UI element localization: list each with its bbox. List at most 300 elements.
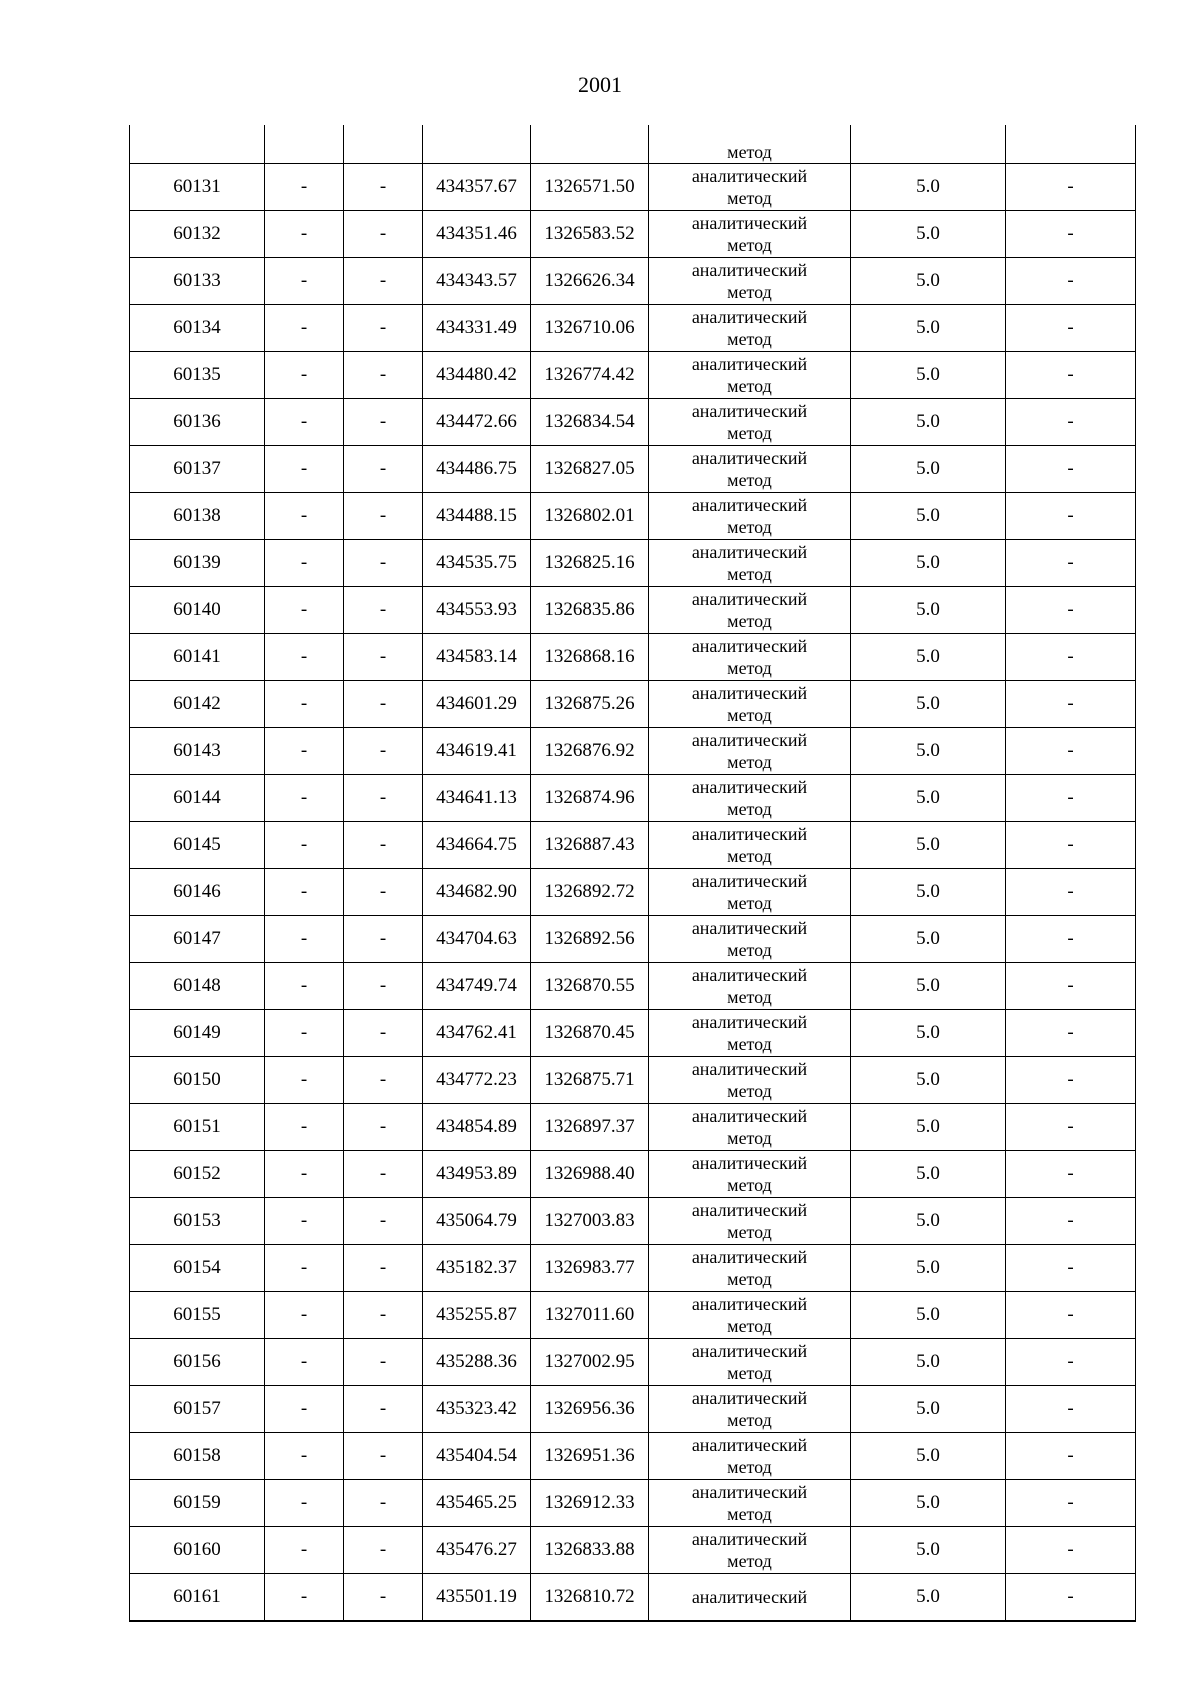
note-cell: - (1006, 1245, 1136, 1292)
point-number-cell: 60151 (130, 1104, 265, 1151)
method-cell (649, 493, 851, 540)
method-line-1: аналитический (691, 1247, 808, 1267)
coordinate-y-cell: 1326870.55 (531, 963, 649, 1010)
empty-value-cell: - (265, 1198, 344, 1245)
coordinate-x-cell: 434472.66 (423, 399, 531, 446)
empty-value-cell: - (344, 1480, 423, 1527)
empty-value-cell: - (344, 1574, 423, 1622)
table-row (130, 399, 1136, 446)
table-row (130, 916, 1136, 963)
method-line-1: аналитический (691, 1106, 808, 1126)
point-number-cell: 60131 (130, 164, 265, 211)
empty-value-cell: - (344, 1010, 423, 1057)
point-number-cell: 60160 (130, 1527, 265, 1574)
empty-value-cell: - (265, 1386, 344, 1433)
method-line-1: аналитический (691, 307, 808, 327)
empty-value-cell: - (344, 587, 423, 634)
coordinate-x-cell: 434480.42 (423, 352, 531, 399)
coordinate-y-cell: 1326988.40 (531, 1151, 649, 1198)
method-line-2: метод (727, 705, 772, 725)
method-line-2: метод (727, 611, 772, 631)
table-row (130, 1198, 1136, 1245)
coordinate-y-cell: 1326825.16 (531, 540, 649, 587)
method-cell (649, 916, 851, 963)
empty-value-cell: - (344, 634, 423, 681)
accuracy-cell: 5.0 (851, 1151, 1006, 1198)
empty-value-cell: - (265, 446, 344, 493)
table-row (130, 446, 1136, 493)
method-line-2: метод (727, 1363, 772, 1383)
accuracy-cell: 5.0 (851, 1292, 1006, 1339)
accuracy-cell: 5.0 (851, 1010, 1006, 1057)
coordinate-y-cell: 1326875.26 (531, 681, 649, 728)
accuracy-cell: 5.0 (851, 1480, 1006, 1527)
table-row (130, 681, 1136, 728)
method-line-2: метод (727, 1081, 772, 1101)
empty-value-cell: - (265, 728, 344, 775)
method-line-1: аналитический (691, 683, 808, 703)
table-row (130, 963, 1136, 1010)
method-line-2: метод (727, 1504, 772, 1524)
note-cell: - (1006, 822, 1136, 869)
empty-value-cell: - (344, 869, 423, 916)
empty-value-cell: - (265, 1010, 344, 1057)
coordinate-y-cell: 1326868.16 (531, 634, 649, 681)
empty-value-cell: - (344, 1527, 423, 1574)
method-cell (649, 1245, 851, 1292)
coordinate-y-cell: 1326774.42 (531, 352, 649, 399)
note-cell: - (1006, 587, 1136, 634)
coordinate-x-cell: 435288.36 (423, 1339, 531, 1386)
accuracy-cell: 5.0 (851, 446, 1006, 493)
method-cell (649, 1198, 851, 1245)
empty-value-cell: - (344, 258, 423, 305)
table-row (130, 352, 1136, 399)
coordinate-y-cell: 1326827.05 (531, 446, 649, 493)
coordinate-y-cell: 1327002.95 (531, 1339, 649, 1386)
method-line-1: аналитический (691, 213, 808, 233)
method-cell (649, 681, 851, 728)
point-number-cell: 60154 (130, 1245, 265, 1292)
coordinate-x-cell: 434641.13 (423, 775, 531, 822)
method-line-1: аналитический (691, 918, 808, 938)
empty-value-cell: - (265, 916, 344, 963)
point-number-cell: 60155 (130, 1292, 265, 1339)
table-row (130, 1245, 1136, 1292)
empty-value-cell: - (265, 1104, 344, 1151)
point-number-cell: 60140 (130, 587, 265, 634)
note-cell: - (1006, 1010, 1136, 1057)
method-cell (649, 869, 851, 916)
method-cell (649, 258, 851, 305)
empty-value-cell: - (344, 1057, 423, 1104)
coordinate-y-cell: 1326912.33 (531, 1480, 649, 1527)
accuracy-cell: 5.0 (851, 164, 1006, 211)
table-row (130, 1527, 1136, 1574)
method-line-2: метод (727, 188, 772, 208)
method-line-2: метод (727, 1175, 772, 1195)
accuracy-cell: 5.0 (851, 352, 1006, 399)
accuracy-cell: 5.0 (851, 587, 1006, 634)
note-cell: - (1006, 446, 1136, 493)
table-row (130, 775, 1136, 822)
method-line-1: аналитический (691, 1435, 808, 1455)
method-cell (649, 1339, 851, 1386)
empty-value-cell: - (265, 587, 344, 634)
note-cell: - (1006, 1433, 1136, 1480)
method-line-2: метод (727, 235, 772, 255)
method-cell (649, 1386, 851, 1433)
method-line-1: аналитический (691, 965, 808, 985)
table-row (130, 1292, 1136, 1339)
table-cell (531, 125, 649, 164)
coordinate-y-cell: 1326956.36 (531, 1386, 649, 1433)
method-line-1: аналитический (691, 636, 808, 656)
coordinate-y-cell: 1326833.88 (531, 1527, 649, 1574)
coordinate-y-cell: 1326892.72 (531, 869, 649, 916)
empty-value-cell: - (344, 775, 423, 822)
method-line-1: аналитический (691, 542, 808, 562)
accuracy-cell: 5.0 (851, 1245, 1006, 1292)
accuracy-cell: 5.0 (851, 493, 1006, 540)
method-cell (649, 399, 851, 446)
note-cell: - (1006, 1151, 1136, 1198)
point-number-cell: 60150 (130, 1057, 265, 1104)
coordinate-y-cell: 1326571.50 (531, 164, 649, 211)
method-line-1: аналитический (691, 1529, 808, 1549)
point-number-cell: 60156 (130, 1339, 265, 1386)
empty-value-cell: - (265, 540, 344, 587)
coordinate-x-cell: 434682.90 (423, 869, 531, 916)
coordinate-y-cell: 1326802.01 (531, 493, 649, 540)
method-cell (649, 775, 851, 822)
empty-value-cell: - (265, 1480, 344, 1527)
method-line-1: аналитический (691, 354, 808, 374)
empty-value-cell: - (344, 1339, 423, 1386)
coordinate-y-cell: 1326875.71 (531, 1057, 649, 1104)
method-line-2: метод (727, 517, 772, 537)
empty-value-cell: - (344, 540, 423, 587)
empty-value-cell: - (344, 1433, 423, 1480)
table-row (130, 540, 1136, 587)
point-number-cell: 60136 (130, 399, 265, 446)
coordinate-y-cell: 1326810.72 (531, 1574, 649, 1622)
method-line-1: аналитический (691, 495, 808, 515)
accuracy-cell: 5.0 (851, 681, 1006, 728)
note-cell: - (1006, 1527, 1136, 1574)
method-cell (649, 1574, 851, 1622)
method-line-1: аналитический (691, 871, 808, 891)
coordinate-x-cell: 434488.15 (423, 493, 531, 540)
coordinate-x-cell: 434351.46 (423, 211, 531, 258)
method-line-2: метод (727, 1034, 772, 1054)
method-line-2: метод (727, 470, 772, 490)
note-cell: - (1006, 1480, 1136, 1527)
empty-value-cell: - (265, 1574, 344, 1622)
coordinate-x-cell: 435064.79 (423, 1198, 531, 1245)
coordinate-y-cell: 1326710.06 (531, 305, 649, 352)
coordinate-x-cell: 434953.89 (423, 1151, 531, 1198)
method-cell (649, 587, 851, 634)
method-line-1: аналитический (691, 448, 808, 468)
note-cell: - (1006, 728, 1136, 775)
empty-value-cell: - (344, 352, 423, 399)
empty-value-cell: - (265, 963, 344, 1010)
coordinate-y-cell: 1326983.77 (531, 1245, 649, 1292)
method-line-2: метод (727, 658, 772, 678)
point-number-cell: 60143 (130, 728, 265, 775)
table-row (130, 634, 1136, 681)
accuracy-cell: 5.0 (851, 540, 1006, 587)
empty-value-cell: - (265, 1433, 344, 1480)
empty-value-cell: - (265, 869, 344, 916)
point-number-cell: 60157 (130, 1386, 265, 1433)
method-line-2: метод (727, 1551, 772, 1571)
coordinate-x-cell: 434583.14 (423, 634, 531, 681)
method-line-2: метод (727, 1457, 772, 1477)
method-cell (649, 164, 851, 211)
coordinate-x-cell: 434535.75 (423, 540, 531, 587)
accuracy-cell: 5.0 (851, 211, 1006, 258)
coordinate-x-cell: 434854.89 (423, 1104, 531, 1151)
method-line-2: метод (727, 423, 772, 443)
accuracy-cell: 5.0 (851, 1339, 1006, 1386)
method-cell (649, 963, 851, 1010)
method-line-1: аналитический (691, 777, 808, 797)
coordinate-y-cell: 1326887.43 (531, 822, 649, 869)
method-line-2: метод (727, 1316, 772, 1336)
table-cell (423, 125, 531, 164)
empty-value-cell: - (265, 493, 344, 540)
coordinate-x-cell: 434601.29 (423, 681, 531, 728)
method-line-1: аналитический (691, 166, 808, 186)
point-number-cell: 60146 (130, 869, 265, 916)
coordinate-y-cell: 1326626.34 (531, 258, 649, 305)
point-number-cell: 60145 (130, 822, 265, 869)
note-cell: - (1006, 399, 1136, 446)
point-number-cell: 60137 (130, 446, 265, 493)
empty-value-cell: - (344, 681, 423, 728)
empty-value-cell: - (265, 1245, 344, 1292)
note-cell: - (1006, 211, 1136, 258)
coordinate-y-cell: 1326870.45 (531, 1010, 649, 1057)
coordinate-y-cell: 1327003.83 (531, 1198, 649, 1245)
coordinate-y-cell: 1326834.54 (531, 399, 649, 446)
empty-value-cell: - (344, 963, 423, 1010)
method-cell (649, 305, 851, 352)
table-row (130, 728, 1136, 775)
point-number-cell: 60135 (130, 352, 265, 399)
coordinate-x-cell: 434762.41 (423, 1010, 531, 1057)
empty-value-cell: - (265, 211, 344, 258)
note-cell: - (1006, 634, 1136, 681)
accuracy-cell: 5.0 (851, 634, 1006, 681)
point-number-cell: 60158 (130, 1433, 265, 1480)
table-row (130, 1151, 1136, 1198)
accuracy-cell: 5.0 (851, 728, 1006, 775)
accuracy-cell: 5.0 (851, 775, 1006, 822)
point-number-cell: 60152 (130, 1151, 265, 1198)
method-line-1: аналитический (691, 1059, 808, 1079)
coordinate-y-cell: 1326583.52 (531, 211, 649, 258)
method-line-1: аналитический (691, 260, 808, 280)
coordinate-x-cell: 434486.75 (423, 446, 531, 493)
empty-value-cell: - (265, 634, 344, 681)
table-row (130, 305, 1136, 352)
method-cell (649, 1151, 851, 1198)
coordinate-x-cell: 434357.67 (423, 164, 531, 211)
method-line-1: аналитический (691, 589, 808, 609)
point-number-cell: 60161 (130, 1574, 265, 1622)
note-cell: - (1006, 540, 1136, 587)
point-number-cell: 60142 (130, 681, 265, 728)
coordinate-x-cell: 435404.54 (423, 1433, 531, 1480)
accuracy-cell: 5.0 (851, 869, 1006, 916)
note-cell: - (1006, 1574, 1136, 1622)
empty-value-cell: - (265, 164, 344, 211)
coordinate-y-cell: 1326874.96 (531, 775, 649, 822)
accuracy-cell: 5.0 (851, 399, 1006, 446)
coordinates-table (129, 125, 1136, 1622)
accuracy-cell: 5.0 (851, 1574, 1006, 1622)
method-line-2: метод (727, 987, 772, 1007)
method-cell: метод (649, 125, 851, 164)
coordinate-y-cell: 1326892.56 (531, 916, 649, 963)
coordinate-x-cell: 434553.93 (423, 587, 531, 634)
method-cell (649, 540, 851, 587)
note-cell: - (1006, 681, 1136, 728)
method-cell (649, 1292, 851, 1339)
note-cell: - (1006, 1198, 1136, 1245)
empty-value-cell: - (265, 352, 344, 399)
table-row (130, 587, 1136, 634)
table-row (130, 1104, 1136, 1151)
empty-value-cell: - (344, 1151, 423, 1198)
method-line-2: метод (727, 564, 772, 584)
empty-value-cell: - (344, 916, 423, 963)
method-line-1: аналитический (691, 1294, 808, 1314)
note-cell: - (1006, 1339, 1136, 1386)
note-cell: - (1006, 1386, 1136, 1433)
accuracy-cell: 5.0 (851, 822, 1006, 869)
method-cell (649, 1480, 851, 1527)
accuracy-cell: 5.0 (851, 1104, 1006, 1151)
coordinate-x-cell: 434704.63 (423, 916, 531, 963)
empty-value-cell: - (344, 305, 423, 352)
point-number-cell: 60133 (130, 258, 265, 305)
method-line-2: метод (727, 329, 772, 349)
empty-value-cell: - (265, 1339, 344, 1386)
accuracy-cell: 5.0 (851, 305, 1006, 352)
method-line-1: аналитический (691, 1587, 808, 1607)
empty-value-cell: - (265, 305, 344, 352)
method-line-1: аналитический (691, 1482, 808, 1502)
accuracy-cell: 5.0 (851, 258, 1006, 305)
table-row (130, 1386, 1136, 1433)
accuracy-cell: 5.0 (851, 916, 1006, 963)
table-cell (851, 125, 1006, 164)
note-cell: - (1006, 869, 1136, 916)
note-cell: - (1006, 1057, 1136, 1104)
point-number-cell: 60138 (130, 493, 265, 540)
coordinate-x-cell: 434343.57 (423, 258, 531, 305)
table-cell (265, 125, 344, 164)
method-cell (649, 728, 851, 775)
coordinate-y-cell: 1326951.36 (531, 1433, 649, 1480)
point-number-cell: 60147 (130, 916, 265, 963)
method-line-2: метод (727, 1410, 772, 1430)
point-number-cell: 60139 (130, 540, 265, 587)
continuation-row (130, 125, 1136, 164)
empty-value-cell: - (265, 1151, 344, 1198)
method-cell (649, 211, 851, 258)
coordinate-x-cell: 434772.23 (423, 1057, 531, 1104)
point-number-cell: 60141 (130, 634, 265, 681)
coordinate-y-cell: 1326835.86 (531, 587, 649, 634)
note-cell: - (1006, 352, 1136, 399)
empty-value-cell: - (265, 399, 344, 446)
coordinate-y-cell: 1326876.92 (531, 728, 649, 775)
empty-value-cell: - (265, 258, 344, 305)
method-line-1: аналитический (691, 824, 808, 844)
table-row (130, 1339, 1136, 1386)
method-line-2: метод (727, 1269, 772, 1289)
method-line-2: метод (727, 282, 772, 302)
coordinate-x-cell: 435323.42 (423, 1386, 531, 1433)
empty-value-cell: - (344, 728, 423, 775)
note-cell: - (1006, 1292, 1136, 1339)
note-cell: - (1006, 916, 1136, 963)
point-number-cell: 60159 (130, 1480, 265, 1527)
point-number-cell: 60153 (130, 1198, 265, 1245)
empty-value-cell: - (344, 493, 423, 540)
note-cell: - (1006, 164, 1136, 211)
table-row (130, 1480, 1136, 1527)
point-number-cell: 60132 (130, 211, 265, 258)
table-cell (344, 125, 423, 164)
table-row (130, 822, 1136, 869)
table-row (130, 1433, 1136, 1480)
method-line-2: метод (727, 376, 772, 396)
table-cell (1006, 125, 1136, 164)
method-cell (649, 1104, 851, 1151)
method-cell (649, 634, 851, 681)
method-line-2: метод (727, 1128, 772, 1148)
accuracy-cell: 5.0 (851, 1527, 1006, 1574)
table-row (130, 1010, 1136, 1057)
empty-value-cell: - (344, 1292, 423, 1339)
note-cell: - (1006, 1104, 1136, 1151)
empty-value-cell: - (344, 1245, 423, 1292)
coordinate-x-cell: 435476.27 (423, 1527, 531, 1574)
empty-value-cell: - (344, 446, 423, 493)
accuracy-cell: 5.0 (851, 1386, 1006, 1433)
note-cell: - (1006, 963, 1136, 1010)
empty-value-cell: - (344, 211, 423, 258)
empty-value-cell: - (344, 1104, 423, 1151)
point-number-cell: 60148 (130, 963, 265, 1010)
note-cell: - (1006, 258, 1136, 305)
point-number-cell: 60144 (130, 775, 265, 822)
table-row (130, 493, 1136, 540)
method-cell (649, 1433, 851, 1480)
point-number-cell: 60134 (130, 305, 265, 352)
method-line-1: аналитический (691, 1341, 808, 1361)
accuracy-cell: 5.0 (851, 1057, 1006, 1104)
method-cell (649, 1527, 851, 1574)
method-cell (649, 1010, 851, 1057)
note-cell: - (1006, 775, 1136, 822)
